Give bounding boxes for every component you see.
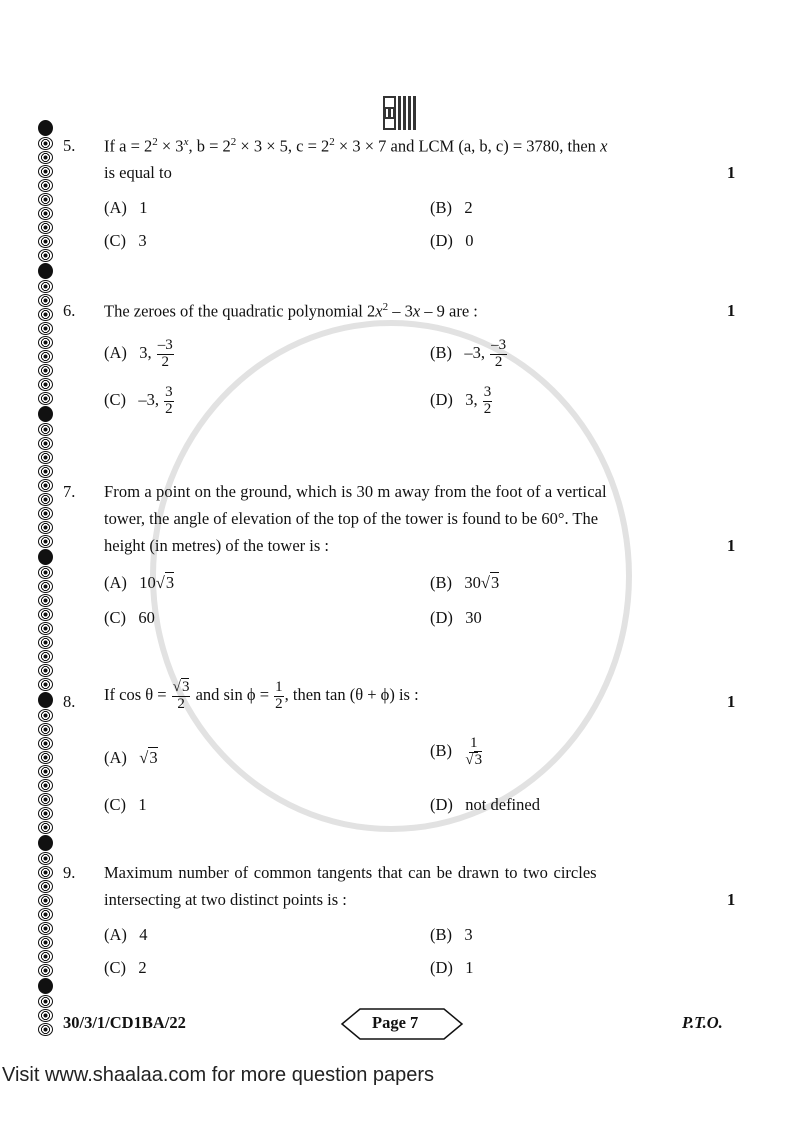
margin-ring — [38, 594, 53, 607]
margin-ring — [38, 364, 53, 377]
margin-ring — [38, 120, 53, 136]
margin-ring — [38, 294, 53, 307]
q6-option-b: (B) –3, $\frac{-3}{2}$ — [430, 337, 507, 370]
margin-ring — [38, 807, 53, 820]
q6-option-c: (C) –3, $\frac{3}{2}$ — [104, 384, 173, 417]
q8-marks: 1 — [727, 692, 736, 711]
margin-ring — [38, 964, 53, 977]
q7-option-d: (D) 30 — [430, 608, 482, 627]
q6-option-d: (D) 3, $\frac{3}{2}$ — [430, 384, 492, 417]
q7-text-line3: height (in metres) of the tower is : — [104, 536, 329, 555]
margin-ring — [38, 566, 53, 579]
margin-ring — [38, 678, 53, 691]
q7-option-b: (B) 30√3 — [430, 573, 500, 592]
margin-ring — [38, 922, 53, 935]
margin-ring — [38, 350, 53, 363]
margin-ring — [38, 852, 53, 865]
margin-ring — [38, 207, 53, 220]
q6-marks: 1 — [727, 301, 736, 320]
margin-ring — [38, 835, 53, 851]
margin-ring — [38, 709, 53, 722]
margin-ring — [38, 263, 53, 279]
q8-option-c: (C) 1 — [104, 795, 147, 814]
qr-code — [383, 96, 417, 130]
margin-ring — [38, 193, 53, 206]
q9-text-line1: Maximum number of common tangents that can be drawn to two circles — [104, 863, 597, 882]
margin-ring — [38, 235, 53, 248]
margin-ring — [38, 465, 53, 478]
margin-ring — [38, 723, 53, 736]
paper-code: 30/3/1/CD1BA/22 — [63, 1013, 186, 1032]
margin-ring — [38, 1009, 53, 1022]
margin-ring — [38, 549, 53, 565]
margin-ring — [38, 793, 53, 806]
q5-option-c: (C) 3 — [104, 231, 147, 250]
margin-ring — [38, 1023, 53, 1036]
q7-text-line2: tower, the angle of elevation of the top of the tower is found to be 60°. The — [104, 509, 599, 528]
q8-option-b: (B) $\frac{1}{√3}$ — [430, 735, 483, 768]
pto-label: P.T.O. — [682, 1013, 723, 1032]
margin-ring — [38, 950, 53, 963]
margin-ring — [38, 493, 53, 506]
q6-text: The zeroes of the quadratic polynomial $2x^2 - 3x - 9$ are : — [104, 301, 478, 321]
q7-number: 7. — [63, 482, 76, 501]
margin-ring — [38, 336, 53, 349]
margin-ring — [38, 423, 53, 436]
margin-ring — [38, 737, 53, 750]
q9-marks: 1 — [727, 890, 736, 909]
margin-ring — [38, 221, 53, 234]
q8-option-a: (A) √3 — [104, 748, 158, 767]
q6-number: 6. — [63, 301, 76, 320]
margin-ring — [38, 179, 53, 192]
q7-option-c: (C) 60 — [104, 608, 155, 627]
margin-ring — [38, 507, 53, 520]
margin-ring — [38, 437, 53, 450]
margin-ring — [38, 280, 53, 293]
margin-ring — [38, 765, 53, 778]
margin-ring — [38, 580, 53, 593]
q5-option-b: (B) 2 — [430, 198, 473, 217]
q8-text: If cos θ = $\frac{√3}{2}$ and sin ϕ = $\frac{1}{2}$ , then tan (θ + ϕ) is : — [104, 679, 419, 712]
margin-ring — [38, 308, 53, 321]
q7-marks: 1 — [727, 536, 736, 555]
margin-ring — [38, 880, 53, 893]
page-number: Page 7 — [372, 1013, 419, 1032]
q9-option-d: (D) 1 — [430, 958, 474, 977]
margin-ring — [38, 451, 53, 464]
margin-ring — [38, 894, 53, 907]
q8-option-d: (D) not defined — [430, 795, 540, 814]
margin-ring — [38, 608, 53, 621]
margin-ring — [38, 165, 53, 178]
q9-text-line2: intersecting at two distinct points is : — [104, 890, 347, 909]
margin-ring — [38, 378, 53, 391]
margin-ring — [38, 322, 53, 335]
margin-ring — [38, 137, 53, 150]
margin-ring — [38, 521, 53, 534]
q5-option-d: (D) 0 — [430, 231, 474, 250]
q9-option-a: (A) 4 — [104, 925, 148, 944]
q5-text-line2: is equal to — [104, 163, 172, 182]
margin-ring — [38, 249, 53, 262]
margin-ring — [38, 664, 53, 677]
margin-ring — [38, 406, 53, 422]
margin-ring — [38, 392, 53, 405]
q5-marks: 1 — [727, 163, 736, 182]
margin-ring — [38, 636, 53, 649]
q5-text-line1: If $a = 2^2 \times 3^x$, $b = 2^2 \times 3 \times 5$, $c = 2^2 \times 3 \times 7$ and LCM (a, b, c) = 3780, then x — [104, 136, 608, 156]
margin-ring — [38, 936, 53, 949]
q9-option-b: (B) 3 — [430, 925, 473, 944]
q7-option-a: (A) 10√3 — [104, 573, 175, 592]
q9-number: 9. — [63, 863, 76, 882]
margin-ring — [38, 535, 53, 548]
margin-ring — [38, 692, 53, 708]
margin-ring — [38, 908, 53, 921]
margin-ring — [38, 821, 53, 834]
margin-ring — [38, 479, 53, 492]
margin-ring — [38, 650, 53, 663]
margin-ring — [38, 866, 53, 879]
q8-number: 8. — [63, 692, 76, 711]
margin-rings — [38, 120, 58, 1037]
margin-ring — [38, 751, 53, 764]
margin-ring — [38, 622, 53, 635]
margin-ring — [38, 151, 53, 164]
margin-ring — [38, 995, 53, 1008]
q9-option-c: (C) 2 — [104, 958, 147, 977]
watermark-circle — [150, 320, 632, 832]
q5-number: 5. — [63, 136, 76, 155]
q5-option-a: (A) 1 — [104, 198, 148, 217]
visit-banner: Visit www.shaalaa.com for more question papers — [2, 1064, 435, 1086]
q7-text-line1: From a point on the ground, which is 30 m away from the foot of a vertical — [104, 482, 607, 501]
margin-ring — [38, 779, 53, 792]
margin-ring — [38, 978, 53, 994]
q6-option-a: (A) 3, $\frac{-3}{2}$ — [104, 337, 173, 370]
